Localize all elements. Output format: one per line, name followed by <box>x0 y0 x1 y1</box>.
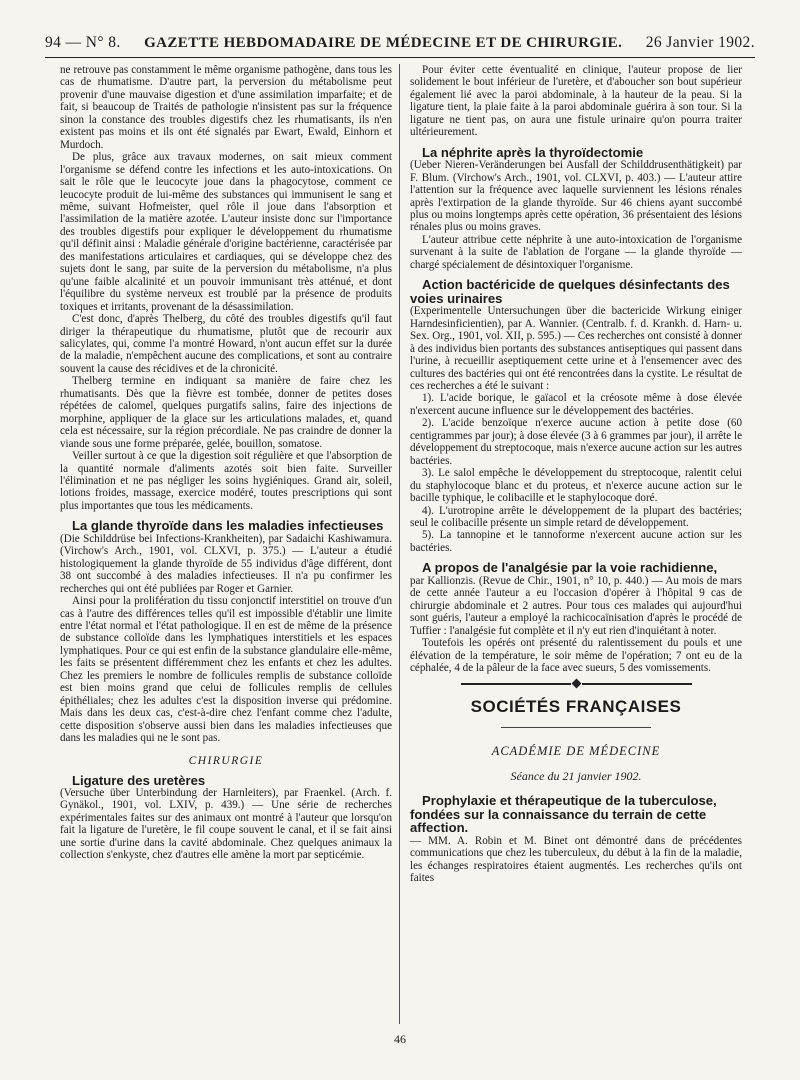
paragraph: (Experimentelle Untersuchungen über die bactericide Wirkung einiger Harndesinficientien), par A. Wannier. (Centralb. f. d. Krankh. d. Harn- u. Sex. Org., 1901, vol. XII, p. 595.) — Ces recherches ont consisté à donner à des individus bien portants des substances antiseptiques qui passent dans l'urine, à recueillir aseptiquement cette urine et à l'ensemencer avec des cultures des bactéries qui ont été rencontrées dans la cystite. Le résultat de ces recherches a été le suivant : <box>410 305 742 393</box>
list-item: 3). Le salol empêche le développement du streptocoque, ralentit celui du staphylocoque blanc et du proteus, et n'exerce aucune action sur le bacille typhique, le colibacille et le staphylocoque doré. <box>410 467 742 505</box>
paragraph: — MM. A. Robin et M. Binet ont démontré dans de précédentes communications que chez les tuberculeux, du début à la fin de la maladie, les échanges respiratoires étaient augmentés. Les recherches qu'ils ont faites <box>410 834 742 885</box>
running-header <box>45 26 755 58</box>
section-heading: Action bactéricide de quelques désinfectants des voies urinaires <box>410 277 730 306</box>
page-number: 94 — N° 8. <box>45 34 121 51</box>
section-title: SOCIÉTÉS FRANÇAISES <box>470 697 682 717</box>
right-column <box>410 64 742 1024</box>
paragraph: Ainsi pour la prolifération du tissu conjonctif interstitiel on trouve d'un cas à l'autre des différences telles qu'il est impossible d'établir une limite entre l'état normal et l'état pathologique. Il en est de même de la présence de substance colloïde dans les lymphatiques interstitiels et les espaces lymphatiques. Pour ce qui est enfin de la substance glandulaire elle-même, les faits se présentent différemment chez les enfants et chez les adultes. Chez les premiers le nombre de follicules remplis de substance colloïde est bien moins grand que celui de follicules remplis de cellules épithéliales; chez les adultes c'est la disposition inverse qui prédomine. Mais dans les deux cas, c'est-à-dire chez l'enfant comme chez l'adulte, cette disposition s'observe aussi bien dans les maladies infectieuses que dans les maladies qui ne le sont pas. <box>60 595 392 745</box>
paragraph: De plus, grâce aux travaux modernes, on sait mieux comment l'organisme se défend contre les infections et les auto-intoxications. On sait le rôle que le leucocyte joue dans la phagocytose, comment ce leucocyte produit de lui-même des substances qui immunisent le sang et même, suivant Hofmeister, quel rôle il joue dans l'absorption et l'assimilation de la matière azotée. L'auteur insiste donc sur l'importance des troubles digestifs pour expliquer le développement du rhumatisme qu'il définit ainsi : Maladie générale d'origine bactérienne, caractérisée par des manifestations articulaires et cardiaques, qui se développe chez des sujets dont le sang, par suite de la perversion du métabolisme, n'a plus qu'une faible alcalinité et un pouvoir immunisant très atténué, et dont l'équilibre du système nerveux est troublé par la présence de produits toxiques et irritants, provenant de la désassimilation. <box>60 151 392 313</box>
session-date: Séance du 21 janvier 1902. <box>510 769 642 784</box>
section-heading: Ligature des uretères <box>72 772 206 788</box>
journal-title: GAZETTE HEBDOMADAIRE DE MÉDECINE ET DE CHIRURGIE. <box>144 35 623 51</box>
paragraph: Pour éviter cette éventualité en clinique, l'auteur propose de lier solidement le bout inférieur de l'uretère, et d'aboucher son bout supérieur également lié avec la paroi abdominale, à la hauteur de la peau. Si la ligature tient, la plaie faite à la paroi abdominale guérira à son tour. Si la ligature ne tient pas, on aura une fistule urinaire qu'on pourra traiter ultérieurement. <box>410 64 742 139</box>
paragraph: (Die Schilddrüse bei Infections-Krankheiten), par Sadaichi Kashiwamura. (Virchow's Arch., 1901, vol. CLXVI, p. 375.) — L'auteur a étudié histologiquement la glande thyroïde de 55 individus d'âge différent, dont 38 ont succombé à des maladies infectieuses. Il n'a pu confirmer les recherches qui ont été publiées par Roger et Garnier. <box>60 532 392 595</box>
folio-number: 46 <box>394 1032 406 1046</box>
list-item: 2). L'acide benzoïque n'exerce aucune action à petite dose (60 centigrammes par jour); à dose élevée (3 à 6 grammes par jour), il arrête le développement du streptocoque, mais n'exerce aucune action sur les autres bactéries. <box>410 417 742 467</box>
paragraph: par Kallionzis. (Revue de Chir., 1901, n° 10, p. 440.) — Au mois de mars de cette année l'auteur a eu l'occasion d'opérer à l'hôpital 9 cas de chirurgie abdominale et 2 autres. Pour tous ces malades qui aujourd'hui sont guéris, l'auteur a employé la rachicocaïnisation d'après le procédé de Tuffier : l'analgésie fut complète et il n'y eut rien d'inquiétant à noter. <box>410 574 742 637</box>
paragraph: Toutefois les opérés ont présenté du ralentissement du pouls et une élévation de la température, le soir même de l'opération; 7 ont eu de la céphalée, 4 de la pâleur de la face avec sueurs, 5 des vomissements. <box>410 637 742 675</box>
paragraph: L'auteur attribue cette néphrite à une auto-intoxication de l'organisme survenant à la suite de l'ablation de l'organe — la glande thyroïde — chargé spécialement de désintoxiquer l'organisme. <box>410 233 742 271</box>
society-name: ACADÉMIE DE MÉDECINE <box>491 744 661 759</box>
text-columns <box>60 64 742 1024</box>
paragraph: (Versuche über Unterbindung der Harnleiters), par Fraenkel. (Arch. f. Gynäkol., 1901, vol. LXIV, p. 439.) — Une série de recherches expérimentales faites sur des animaux ont montré à l'auteur que lorsqu'on fait la ligature de l'uretère, le fil coupe souvent le canal, et il se fait ainsi une sortie d'urine dans la cavité abdominale. Chez quelques animaux la collection s'enkyste, chez d'autres elle amène la mort par septicémie. <box>60 787 392 862</box>
paragraph: ne retrouve pas constamment le même organisme pathogène, dans tous les cas de rhumatisme. D'autre part, la perversion du métabolisme peut provenir d'une mauvaise digestion et d'une assimilation imparfaite; et de fait, si beaucoup de Traités de pathologie n'insistent pas sur la fréquence sinon la constance des troubles digestifs chez les rhumatisants, ils n'en existent pas moins et ils ont été signalés par Ewart, Ewald, Einhorn et Murdoch. <box>60 64 392 151</box>
rubric-label: CHIRURGIE <box>188 754 264 767</box>
list-item: 5). La tannopine et le tannoforme n'exercent aucune action sur les bactéries. <box>410 529 742 554</box>
section-heading: A propos de l'analgésie par la voie rachidienne, <box>422 560 718 576</box>
list-item: 4). L'urotropine arrête le développement de la plupart des bactéries; seul le colibacille présente un simple retard de développement. <box>410 504 742 529</box>
diamond-ornament <box>571 679 581 689</box>
issue-date: 26 Janvier 1902. <box>645 34 755 51</box>
ornament-divider <box>410 680 742 687</box>
paragraph: C'est donc, d'après Thelberg, du côté des troubles digestifs qu'il faut diriger la thérapeutique du rhumatisme, plutôt que de recourir aux salicylates, qui, comme l'a montré Howard, n'ont aucun effet sur la durée de la maladie, n'empêchent aucune des complications, et sont au contraire souvent la cause des récidives et de la chronicité. <box>60 313 392 375</box>
section-heading: La néphrite après la thyroïdectomie <box>422 144 644 160</box>
section-heading: La glande thyroïde dans les maladies infectieuses <box>72 518 384 534</box>
divider-line <box>461 683 571 685</box>
paragraph: Veiller surtout à ce que la digestion soit régulière et que l'absorption de la quantité normale d'aliments azotés soit bien faite. Surveiller l'élimination et ne pas négliger les soins hygiéniques. Grand air, soleil, lotions froides, massage, exercice modéré, toutes prescriptions qui sont plus importantes que tous les médicaments. <box>60 450 392 512</box>
paragraph: (Ueber Nieren-Veränderungen bei Ausfall der Schilddrusenthätigkeit) par F. Blum. (Virchow's Arch., 1901, vol. CLXVI, p. 403.) — L'auteur attire l'attention sur la fréquence avec laquelle surviennent les lésions rénales après l'extirpation de la glande thyroïde. Sur 46 chiens ayant succombé plus ou moins longtemps après cette opération, 36 présentaient des lésions rénales plus ou moins graves. <box>410 159 742 234</box>
left-column <box>60 64 392 1024</box>
title-underline <box>501 727 651 728</box>
section-heading: Prophylaxie et thérapeutique de la tuberculose, fondées sur la connaissance du terrain de cette affection. <box>410 793 717 836</box>
paragraph: Thelberg termine en indiquant sa manière de faire chez les rhumatisants. Dès que la fièvre est tombée, donner de petites doses répétées de calomel, quelques purgatifs salins, faire des injections de morphine, appliquer de la glace sur les articulations malades, et, quand cela est nécessaire, sur la région précordiale. Ne pas craindre de donner la viande sous une forme préparée, gelée, bouillon, somatose. <box>60 375 392 450</box>
list-item: 1). L'acide borique, le gaïacol et la créosote même à dose élevée n'exercent aucune influence sur le développement des bactéries. <box>410 392 742 417</box>
divider-line <box>582 683 692 685</box>
